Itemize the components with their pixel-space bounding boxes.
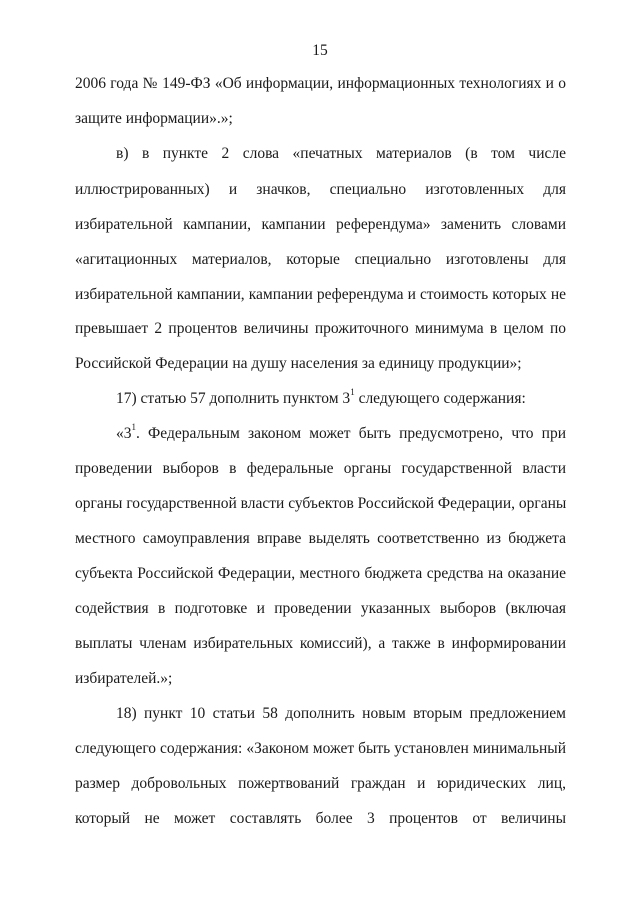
superscript: 1	[350, 386, 355, 397]
text-line: который не может составлять более 3 процентов от величины	[75, 810, 566, 827]
text-line: органы государственной власти субъектов Российской Федерации, органы	[75, 495, 567, 512]
page-number: 15	[312, 42, 328, 59]
text-line: размер добровольных пожертвований граждан и юридических лиц,	[75, 775, 566, 792]
text-line: в) в пункте 2 слова «печатных материалов (в том числе	[116, 145, 566, 162]
text-line: содействия в подготовке и проведении указанных выборов (включая	[75, 600, 566, 617]
text-line: проведении выборов в федеральные органы государственной власти	[75, 460, 566, 477]
text-line: местного самоуправления вправе выделять соответственно из бюджета	[75, 530, 566, 547]
text-line: «агитационных материалов, которые специально изготовлены для	[75, 251, 566, 268]
text-line: избирательной кампании, кампании референдума» заменить словами	[75, 216, 566, 233]
text-line	[116, 386, 566, 408]
text-fragment: . Федеральным законом может быть предусмотрено, что при	[136, 425, 566, 442]
text-line: 18) пункт 10 статьи 58 дополнить новым вторым предложением	[116, 705, 566, 722]
text-line: следующего содержания: «Законом может быть установлен минимальный	[75, 740, 566, 757]
text-line: избирательной кампании, кампании референдума и стоимость которых не	[75, 286, 566, 303]
superscript: 1	[131, 421, 136, 432]
text-line: 2006 года № 149-ФЗ «Об информации, информационных технологиях и о	[75, 75, 566, 92]
text-fragment: следующего содержания:	[354, 390, 526, 407]
text-fragment: 17) статью 57 дополнить пунктом 3	[116, 390, 351, 407]
text-line: превышает 2 процентов величины прожиточного минимума в целом по	[75, 320, 566, 337]
text-line: субъекта Российской Федерации, местного бюджета средства на оказание	[75, 565, 566, 582]
text-fragment: «3	[116, 425, 132, 442]
text-line: выплаты членам избирательных комиссий), а также в информировании	[75, 635, 566, 652]
text-line	[116, 421, 566, 443]
text-line: защите информации».»;	[75, 110, 233, 127]
text-line: иллюстрированных) и значков, специально изготовленных для	[75, 181, 566, 198]
text-line: Российской Федерации на душу населения за единицу продукции»;	[75, 355, 522, 372]
text-line: избирателей.»;	[75, 670, 173, 687]
